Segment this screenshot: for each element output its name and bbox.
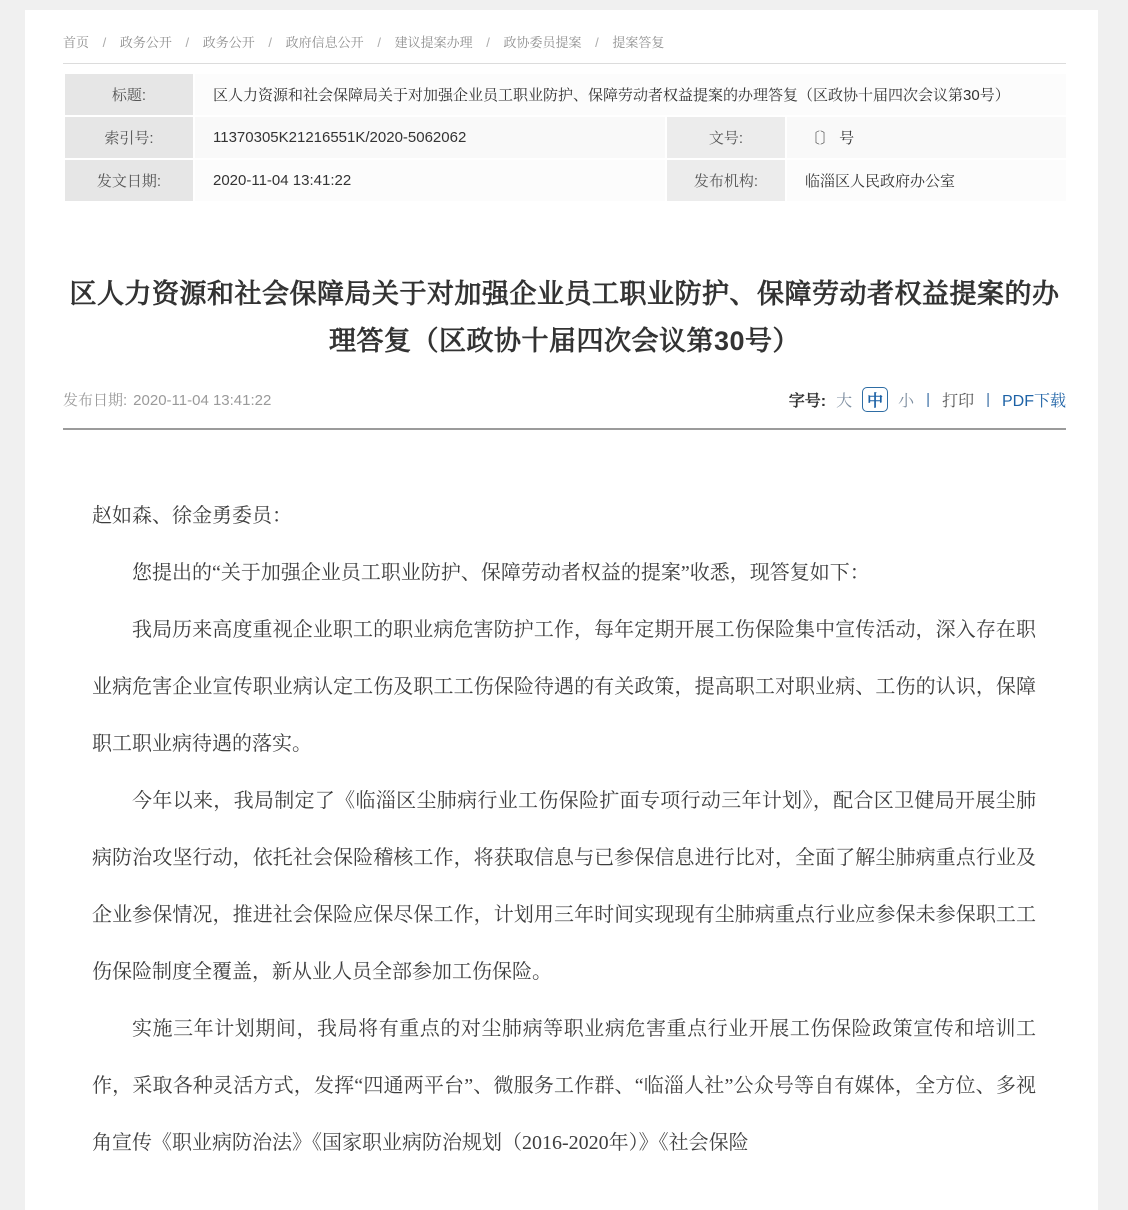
publish-date-value: 2020-11-04 13:41:22 — [133, 392, 272, 409]
page-title: 区人力资源和社会保障局关于对加强企业员工职业防护、保障劳动者权益提案的办理答复（区政协十届四次会议第30号） — [69, 279, 1060, 356]
breadcrumb — [63, 10, 1066, 64]
content-card — [25, 10, 1098, 1210]
meta-agency-value: 临淄区人民政府办公室 — [786, 159, 1067, 202]
breadcrumb-separator: / — [268, 35, 273, 50]
meta-title-value: 区人力资源和社会保障局关于对加强企业员工职业防护、保障劳动者权益提案的办理答复（区政协十届四次会议第30号） — [194, 73, 1067, 116]
print-button[interactable]: 打印 — [942, 393, 975, 410]
font-size-large-button[interactable]: 大 — [836, 393, 853, 410]
publish-date — [63, 389, 271, 410]
breadcrumb-gov-info[interactable]: 政府信息公开 — [285, 35, 364, 50]
meta-index-label: 索引号: — [64, 116, 194, 159]
breadcrumb-zhengwu-gongkai-2[interactable]: 政务公开 — [202, 35, 255, 50]
paragraph: 今年以来，我局制定了《临淄区尘肺病行业工伤保险扩面专项行动三年计划》，配合区卫健局开展尘肺病防治攻坚行动，依托社会保险稽核工作，将获取信息与已参保信息进行比对，全面了解尘肺病重点行业及企业参保情况，推进社会保险应保尽保工作，计划用三年时间实现现有尘肺病重点行业应参保未参保职工工伤保险制度全覆盖，新从业人员全部参加工伤保险。 — [92, 790, 1036, 983]
breadcrumb-cppcc-proposals[interactable]: 政协委员提案 — [503, 35, 582, 50]
pdf-download-button[interactable]: PDF下载 — [1001, 393, 1066, 410]
meta-title-label: 标题: — [64, 73, 194, 116]
breadcrumb-proposal-handling[interactable]: 建议提案办理 — [394, 35, 473, 50]
article-body — [63, 488, 1066, 1172]
breadcrumb-separator: / — [102, 35, 107, 50]
paragraph: 实施三年计划期间，我局将有重点的对尘肺病等职业病危害重点行业开展工伤保险政策宣传和培训工作，采取各种灵活方式，发挥“四通两平台”、微服务工作群、“临淄人社”公众号等自有媒体，全方位、多视角宣传《职业病防治法》《国家职业病防治规划（2016-2020年）》《社会保险 — [92, 1018, 1036, 1154]
toolbar-separator: | — [986, 391, 990, 408]
publish-date-label: 发布日期: — [63, 392, 128, 409]
article-toolbar — [789, 387, 1066, 412]
paragraph: 我局历来高度重视企业职工的职业病危害防护工作，每年定期开展工伤保险集中宣传活动，深入存在职业病危害企业宣传职业病认定工伤及职工工伤保险待遇的有关政策，提高职工对职业病、工伤的认识，保障职工职业病待遇的落实。 — [92, 619, 1036, 755]
meta-docno-label: 文号: — [666, 116, 786, 159]
breadcrumb-separator: / — [486, 35, 490, 50]
paragraph-salutation: 赵如森、徐金勇委员： — [92, 505, 292, 527]
meta-index-value: 11370305K21216551K/2020-5062062 — [194, 116, 666, 159]
meta-issuedate-label: 发文日期: — [64, 159, 194, 202]
meta-table — [63, 72, 1068, 203]
article-meta-row — [63, 387, 1066, 430]
breadcrumb-proposal-reply[interactable]: 提案答复 — [612, 35, 665, 50]
paragraph: 您提出的“关于加强企业员工职业防护、保障劳动者权益的提案”收悉，现答复如下： — [132, 562, 870, 584]
meta-docno-value: 〔〕 号 — [786, 116, 1067, 159]
meta-row-date — [64, 159, 1067, 202]
breadcrumb-separator: / — [595, 35, 599, 50]
breadcrumb-separator: / — [377, 35, 381, 50]
meta-row-index — [64, 116, 1067, 159]
toolbar-separator: | — [926, 391, 931, 408]
meta-row-title — [64, 73, 1067, 116]
meta-agency-label: 发布机构: — [666, 159, 786, 202]
font-size-small-button[interactable]: 小 — [898, 393, 915, 410]
font-size-medium-button[interactable]: 中 — [862, 387, 888, 412]
font-size-label: 字号: — [788, 393, 827, 410]
breadcrumb-separator: / — [185, 35, 190, 50]
meta-issuedate-value: 2020-11-04 13:41:22 — [194, 159, 666, 202]
breadcrumb-zhengwu-gongkai-1[interactable]: 政务公开 — [119, 35, 172, 50]
breadcrumb-home[interactable]: 首页 — [63, 35, 90, 50]
